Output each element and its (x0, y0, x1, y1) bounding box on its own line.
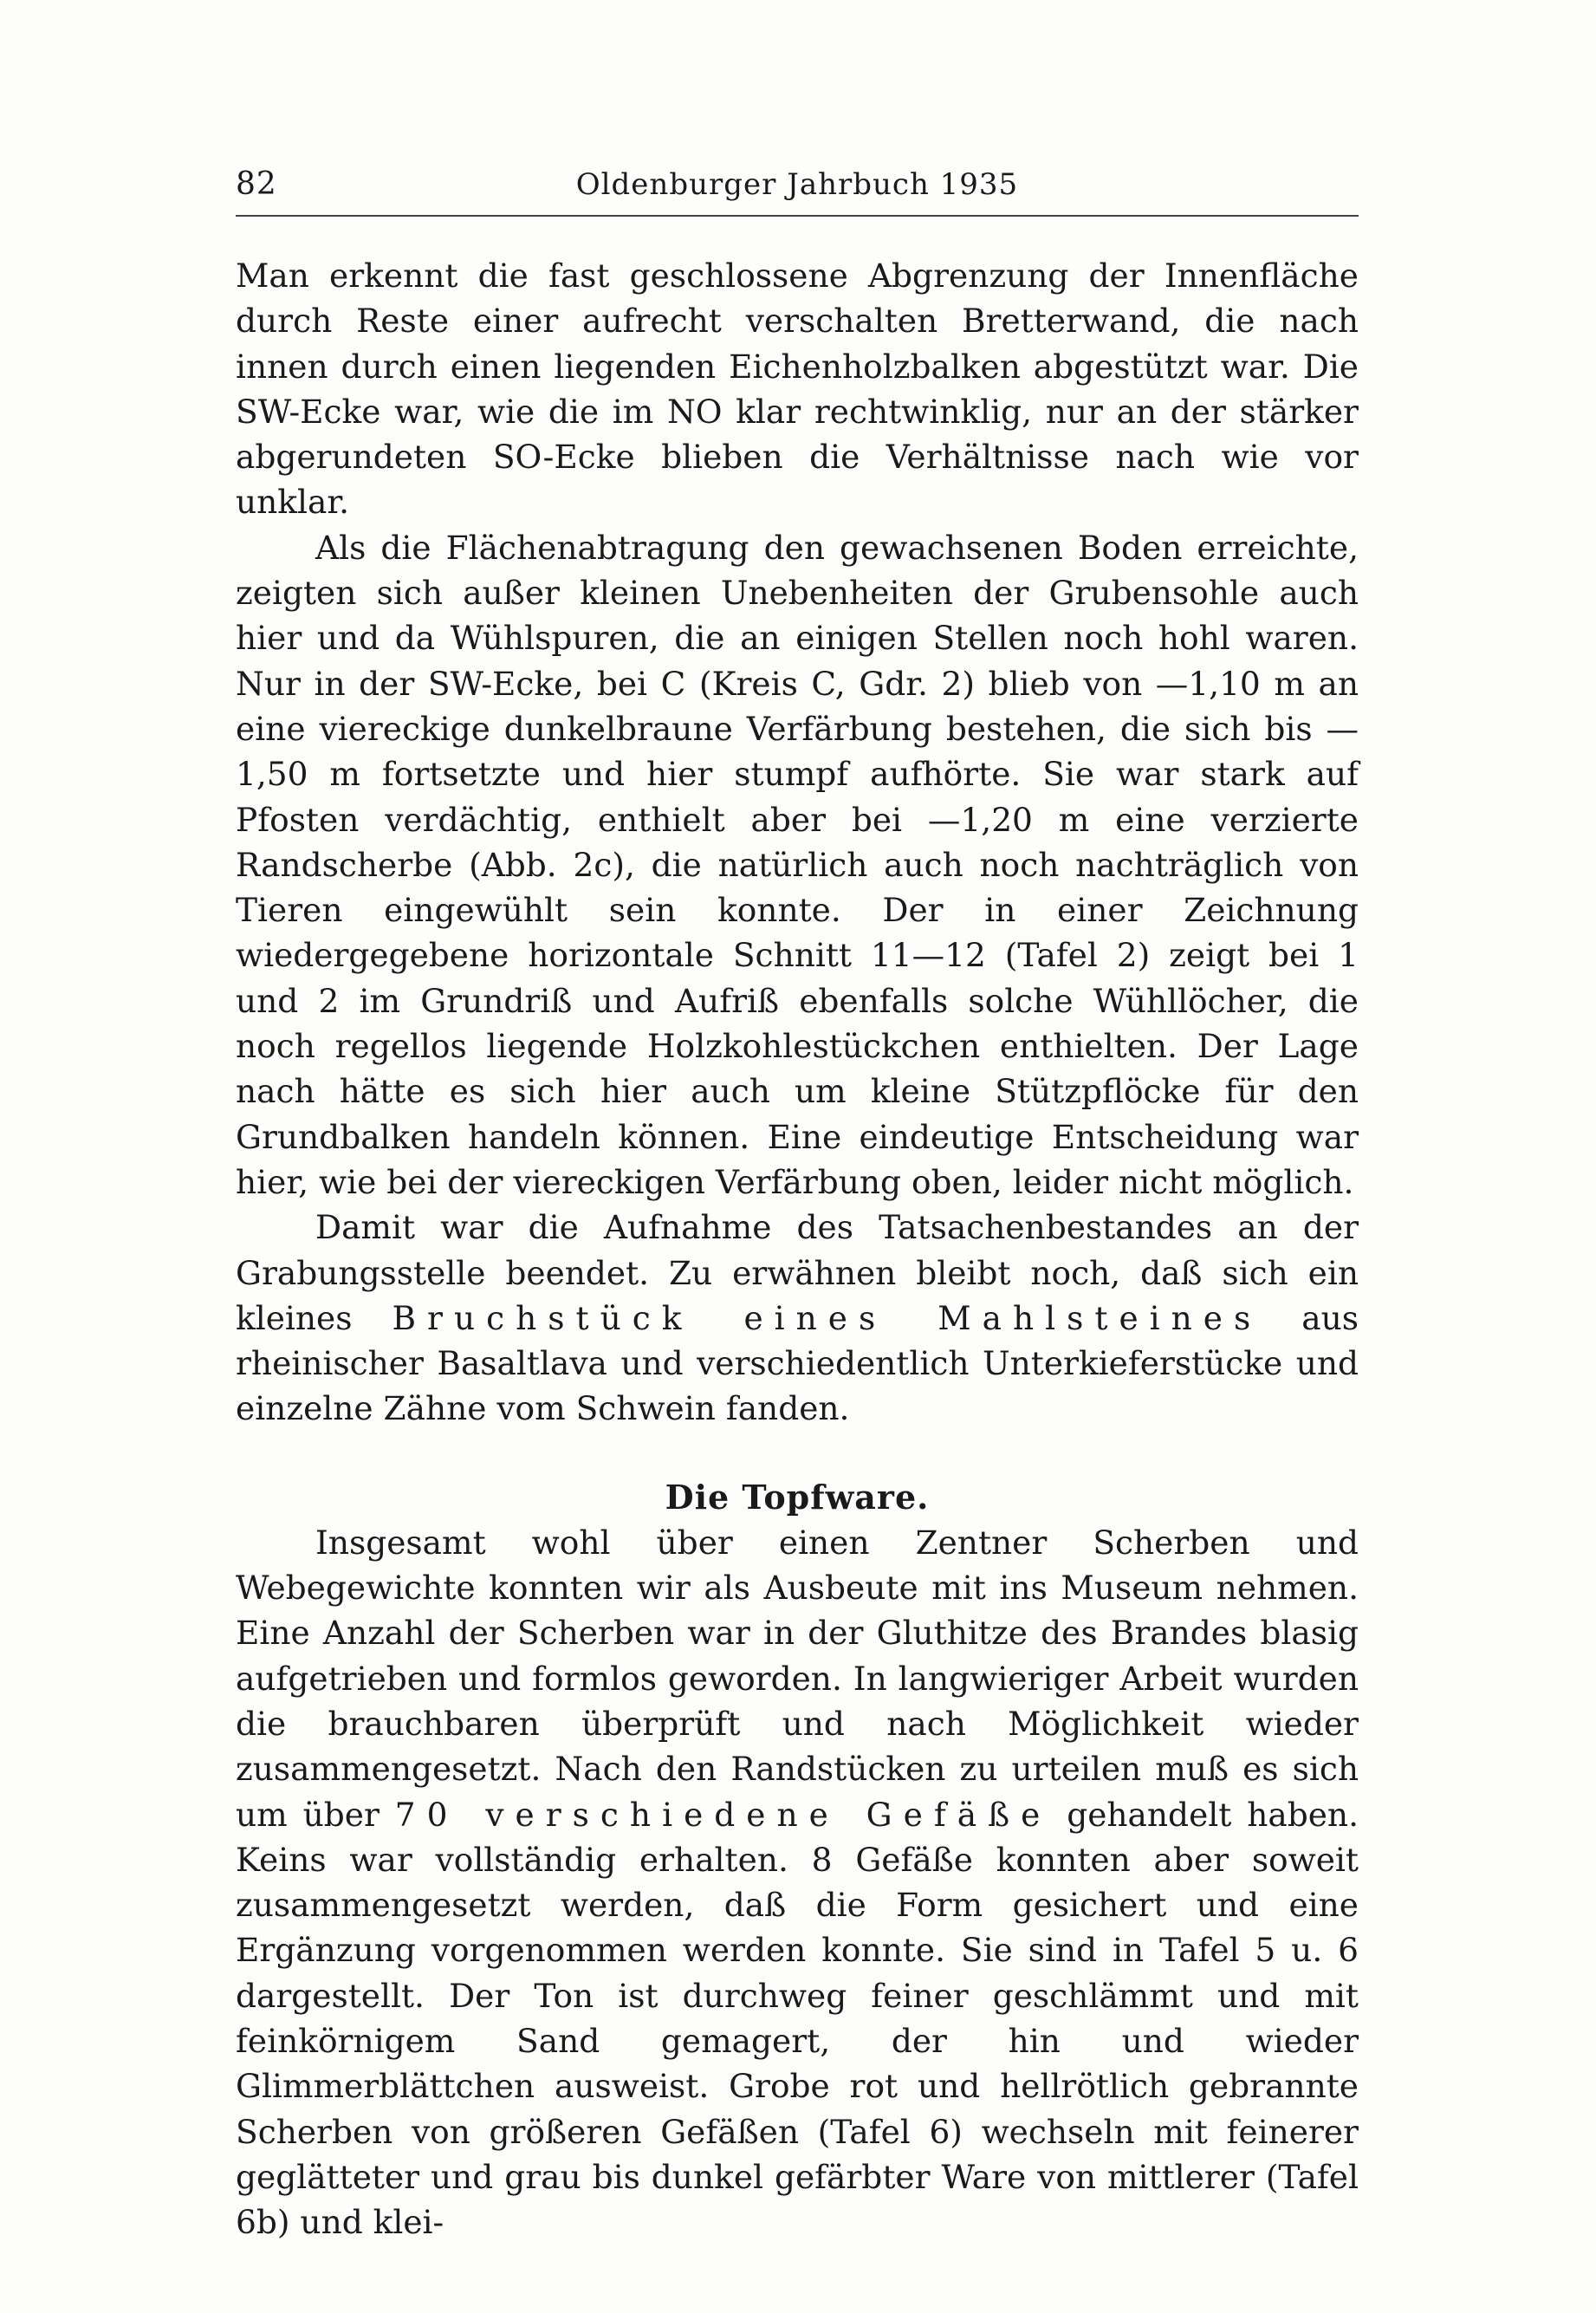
paragraph-4 (236, 1520, 1359, 2245)
emphasized-term-mahlstein: Bruchstück eines Mahlsteines (392, 1298, 1262, 1337)
paragraph-3 (236, 1205, 1359, 1431)
page-number: 82 (236, 166, 277, 202)
paragraph-3-text-end: aus rheinischer Basaltlava und verschiedentlich Unterkieferstücke und einzelne Zähne vom Schwein fanden. (236, 1298, 1359, 1428)
paragraph-4-text-start: Insgesamt wohl über einen Zentner Scherben und Webegewichte konnten wir als Ausbeute mit ins Museum nehmen. Eine Anzahl der Scherben war in der Gluthitze des Brandes blasig aufgetrieben und formlos geworden. In langwieriger Arbeit wurden die brauchbaren überprüft und nach Möglichkeit wieder zusammengesetzt. Nach den Randstücken zu urteilen muß es sich um über (236, 1523, 1359, 1834)
paragraph-2: Als die Flächenabtragung den gewachsenen Boden erreichte, zeigten sich außer kleinen Unebenheiten der Grubensohle auch hier und da Wühlspuren, die an einigen Stellen noch hohl waren. Nur in der SW-Ecke, bei C (Kreis C, Gdr. 2) blieb von —1,10 m an eine viereckige dunkelbraune Verfärbung bestehen, die sich bis —1,50 m fortsetzte und hier stumpf aufhörte. Sie war stark auf Pfosten verdächtig, enthielt aber bei —1,20 m eine verzierte Randscherbe (Abb. 2c), die natürlich auch noch nachträglich von Tieren eingewühlt sein konnte. Der in einer Zeichnung wiedergegebene horizontale Schnitt 11—12 (Tafel 2) zeigt bei 1 und 2 im Grundriß und Aufriß ebenfalls solche Wühllöcher, die noch regellos liegende Holzkohlestückchen enthielten. Der Lage nach hätte es sich hier auch um kleine Stützpflöcke für den Grundbalken handeln können. Eine eindeutige Entscheidung war hier, wie bei der viereckigen Verfärbung oben, leider nicht möglich. (236, 528, 1359, 1201)
paragraph-4-text-end: gehandelt haben. Keins war vollständig erhalten. 8 Gefäße konnten aber soweit zusammengesetzt werden, daß die Form gesichert und eine Ergänzung vorgenommen werden konnte. Sie sind in Tafel 5 u. 6 dargestellt. Der Ton ist durchweg feiner geschlämmt und mit feinkörnigem Sand gemagert, der hin und wieder Glimmerblättchen ausweist. Grobe rot und hellrötlich gebrannte Scherben von größeren Gefäßen (Tafel 6) wechseln mit feinerer geglätteter und grau bis dunkel gefärbter Ware von mittlerer (Tafel 6b) und klei- (236, 1795, 1359, 2242)
paragraph-3-text-start: Damit war die Aufnahme des Tatsachenbestandes an der Grabungsstelle beendet. Zu erwähnen bleibt noch, daß sich ein kleines (236, 1208, 1359, 1337)
paragraph-1: Man erkennt die fast geschlossene Abgrenzung der Innenfläche durch Reste einer aufrecht verschalten Bretterwand, die nach innen durch einen liegenden Eichenholzbalken abgestützt war. Die SW-Ecke war, wie die im NO klar rechtwinklig, nur an der stärker abgerundeten SO-Ecke blieben die Verhältnisse nach wie vor unklar. (236, 257, 1359, 522)
running-title: Oldenburger Jahrbuch 1935 (575, 167, 1019, 202)
page-header (236, 165, 1359, 217)
section-heading: Die Topfware. (665, 1477, 930, 1517)
body-text (236, 253, 1359, 2245)
emphasized-term-gefaesse: 70 verschiedene Gefäße (394, 1795, 1052, 1834)
